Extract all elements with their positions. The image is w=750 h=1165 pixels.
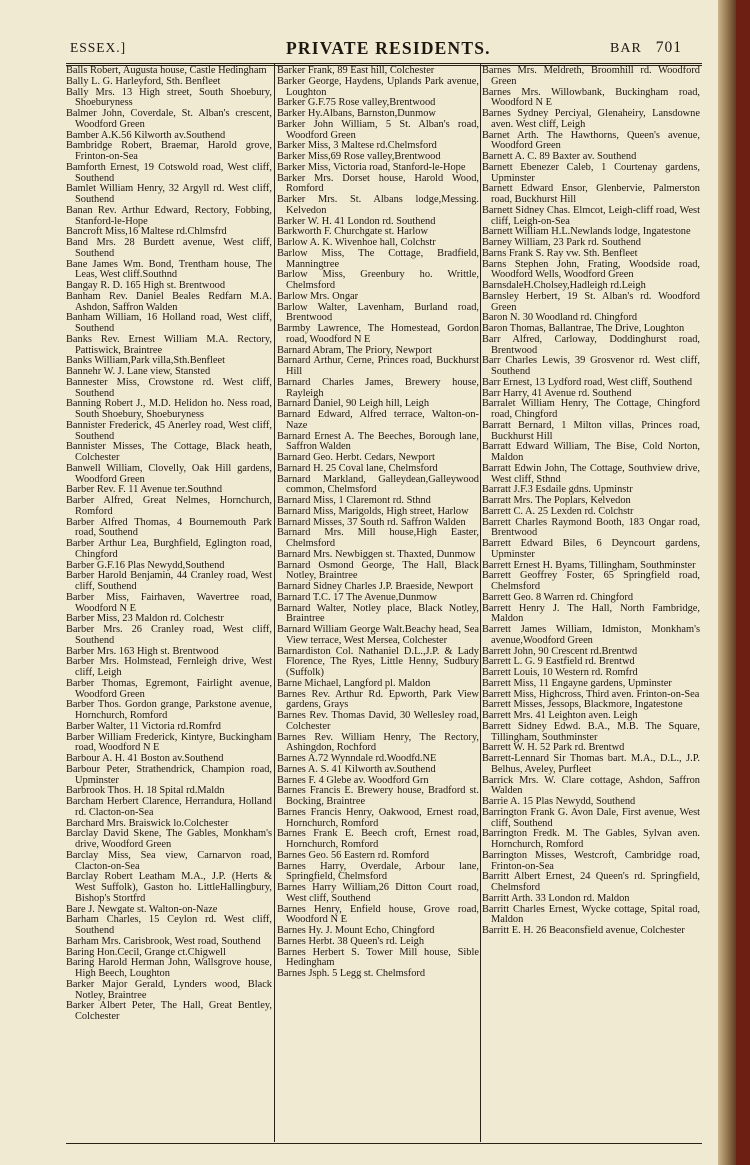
resident-entry: Barnard Mrs. Mill house,High Easter, Chelmsford — [277, 527, 479, 549]
resident-entry: Banan Rev. Arthur Edward, Rectory, Fobbing, Stanford-le-Hope — [66, 204, 272, 227]
resident-entry: Barrett Geoffrey Foster, 65 Springfield road, Chelmsford — [482, 570, 700, 592]
resident-entry: Barnard T.C. 17 The Avenue,Dunmow — [277, 591, 437, 603]
resident-entry: Barber Alfred Thomas, 4 Bournemouth Park road, Southend — [66, 516, 272, 539]
resident-entry: Banham William, 16 Holland road, West cliff, Southend — [66, 312, 272, 334]
resident-entry: Barnes Herbert S. Tower Mill house, Sible Hedingham — [277, 946, 479, 969]
resident-entry: Barker Mrs. Dorset house, Harold Wood, Romford — [277, 172, 479, 195]
resident-entry: Barham Charles, 15 Ceylon rd. West cliff, Southend — [66, 914, 272, 936]
resident-entry: Barber Mrs. 163 High st. Brentwood — [66, 645, 219, 657]
resident-entry: Barber Mrs. Holmstead, Fernleigh drive, West cliff, Leigh — [66, 656, 272, 678]
resident-entry: Barber Mrs. 26 Cranley road, West cliff, Southend — [66, 624, 272, 646]
resident-entry: Barnard Edward, Alfred terrace, Walton-on-Naze — [277, 409, 479, 431]
index-word: BAR — [610, 41, 642, 56]
resident-entry: Barns Stephen John, Frating, Woodside road, Woodford Wells, Woodford Green — [482, 258, 700, 281]
resident-entry: Barnard Sidney Charles J.P. Braeside, Newport — [277, 581, 474, 592]
resident-entry: Barnard Miss, Marigolds, High street, Harlow — [277, 505, 469, 517]
page-number: 701 — [655, 39, 683, 56]
resident-entry: Barnes Francis E. Brewery house, Bradford st. Bocking, Braintree — [277, 785, 479, 807]
resident-entry: Bannister Frederick, 45 Anerley road, West cliff, Southend — [66, 419, 272, 442]
header-rule — [66, 63, 702, 64]
column-3 — [482, 66, 700, 1141]
resident-entry: Bamforth Ernest, 19 Cotswold road, West cliff, Southend — [66, 161, 272, 184]
resident-entry: Barnes Francis Henry, Oakwood, Ernest road, Hornchurch, Romford — [277, 806, 479, 829]
resident-entry: Barnes Geo. 56 Eastern rd. Romford — [277, 849, 430, 861]
resident-entry: Barlow A. K. Wivenhoe hall, Colchstr — [277, 237, 436, 248]
resident-entry: Bally L. G. Harleyford, Sth. Benfleet — [66, 75, 221, 87]
resident-entry: Barnard Markland, Galleydean,Galleywood common, Chelmsford — [277, 473, 479, 496]
resident-entry: Barritt Arth. 33 London rd. Maldon — [482, 892, 630, 904]
resident-entry: Barr Alfred, Carloway, Doddinghurst road, Brentwood — [482, 333, 700, 356]
resident-entry: Barnard Osmond George, The Hall, Black Notley, Braintree — [277, 559, 479, 582]
resident-entry: Barbrook Thos. H. 18 Spital rd.Maldn — [66, 785, 225, 797]
resident-entry: Barber Rev. F. 11 Avenue ter.Southnd — [66, 484, 223, 496]
resident-entry: Barnes F. 4 Glebe av. Woodford Grn — [277, 774, 429, 786]
resident-entry: Barham Mrs. Carisbrook, West road, Southend — [66, 935, 261, 947]
resident-entry: Barlow Walter, Lavenham, Burland road, Brentwood — [277, 301, 479, 324]
resident-entry: Barnes Mrs. Meldreth, Broomhill rd. Woodford Green — [482, 66, 700, 87]
resident-entry: Barker Miss,69 Rose valley,Brentwood — [277, 151, 441, 162]
resident-entry: Barrington Fredk. M. The Gables, Sylvan aven. Hornchurch, Romford — [482, 828, 700, 850]
resident-entry: Barker Hy.Albans, Barnston,Dunmow — [277, 108, 436, 119]
resident-entry: Barrett Sidney Edwd. B.A., M.B. The Square, Tillingham, Southminster — [482, 720, 700, 743]
resident-entry: Barratt Bernard, 1 Milton villas, Princes road, Buckhurst Hill — [482, 419, 700, 442]
resident-entry: Barrett L. G. 9 Eastfield rd. Brentwd — [482, 656, 635, 668]
resident-entry: Barratt J.F.3 Esdaile gdns. Upminstr — [482, 484, 633, 496]
resident-entry: Barratt Edwin John, The Cottage, Southview drive, West cliff, Sthnd — [482, 462, 700, 485]
resident-entry: Barker W. H. 41 London rd. Southend — [277, 215, 436, 227]
header-right — [610, 39, 682, 57]
resident-entry: Barnes Henry, Enfield house, Grove road, Woodford N E — [277, 903, 479, 926]
resident-entry: Barber Harold Benjamin, 44 Cranley road, West cliff, Southend — [66, 570, 272, 592]
resident-entry: Barralet William Henry, The Cottage, Chingford road, Chingford — [482, 398, 700, 420]
resident-entry: Bangay R. D. 165 High st. Brentwood — [66, 280, 226, 291]
column-divider — [480, 64, 481, 1142]
resident-entry: Barnes Hy. J. Mount Echo, Chingford — [277, 925, 435, 936]
resident-entry: Barrett W. H. 52 Park rd. Brentwd — [482, 742, 625, 754]
resident-entry: Barnes Rev. Thomas David, 30 Wellesley road, Colchester — [277, 710, 479, 732]
resident-entry: Barnes Frank E. Beech croft, Ernest road, Hornchurch, Romford — [277, 828, 479, 850]
resident-entry: Bambridge Robert, Braemar, Harold grove, Frinton-on-Sea — [66, 140, 272, 162]
resident-entry: Balls Robert, Augusta house, Castle Hedingham — [66, 66, 267, 76]
resident-entry: Barnett William H.L.Newlands lodge, Ingatestone — [482, 226, 691, 238]
resident-entry: Barnard William George Walt.Beachy head, Sea View terrace, West Mersea, Colchester — [277, 624, 479, 646]
resident-entry: Banks William,Park villa,Sth.Benfleet — [66, 355, 225, 367]
resident-entry: Barns Frank S. Ray vw. Sth. Benfleet — [482, 247, 638, 259]
resident-entry: Barrett Mrs. 41 Leighton aven. Leigh — [482, 710, 638, 721]
resident-entry: Barritt Charles Ernest, Wycke cottage, Spital road, Maldon — [482, 903, 700, 926]
section-title: PRIVATE RESIDENTS. — [286, 38, 491, 58]
resident-entry: Barchard Mrs. Braiswick lo.Colchester — [66, 817, 229, 829]
resident-entry: Barbour A. H. 41 Boston av.Southend — [66, 753, 224, 764]
resident-entry: Barnard Arthur, Cerne, Princes road, Buckhurst Hill — [277, 355, 479, 377]
resident-entry: Barrington Frank G. Avon Dale, First avenue, West cliff, Southend — [482, 806, 700, 829]
resident-entry: Barnard Misses, 37 South rd. Saffron Walden — [277, 516, 466, 528]
resident-entry: Bannehr W. J. Lane view, Stansted — [66, 366, 211, 377]
resident-entry: Band Mrs. 28 Burdett avenue, West cliff, Southend — [66, 237, 272, 259]
resident-entry: Barmby Lawrence, The Homestead, Gordon road, Woodford N E — [277, 323, 479, 345]
resident-entry: Barker George, Haydens, Uplands Park avenue, Loughton — [277, 75, 479, 98]
resident-entry: Barnes Harry, Overdale, Arbour lane, Springfield, Chelmsford — [277, 860, 479, 883]
resident-entry: Barnsley Herbert, 19 St. Alban's rd. Woodford Green — [482, 290, 700, 313]
footer-rule — [66, 1143, 702, 1144]
resident-entry: Barnett Ebenezer Caleb, 1 Courtenay gardens, Upminster — [482, 161, 700, 184]
resident-entry: Bamber A.K.56 Kilworth av.Southend — [66, 129, 226, 141]
resident-entry: Barnard Miss, 1 Claremont rd. Sthnd — [277, 495, 431, 506]
resident-entry: Barker G.F.75 Rose valley,Brentwood — [277, 97, 436, 109]
resident-entry: Barber Thomas, Egremont, Fairlight avenue, Woodford Green — [66, 677, 272, 700]
resident-entry: Barnet Arth. The Hawthorns, Queen's avenue, Woodford Green — [482, 129, 700, 152]
resident-entry: BarnsdaleH.Cholsey,Hadleigh rd.Leigh — [482, 280, 646, 291]
resident-entry: Bancroft Miss,16 Maltese rd.Chlmsfrd — [66, 226, 227, 238]
resident-entry: Bamlet William Henry, 32 Argyll rd. West cliff, Southend — [66, 183, 272, 205]
resident-entry: Barrett Louis, 10 Western rd. Romfrd — [482, 667, 638, 678]
county-label: ESSEX.] — [70, 40, 127, 55]
resident-entry: Bane James Wm. Bond, Trentham house, The Leas, West cliff.Southnd — [66, 258, 272, 281]
resident-entry: Barber William Frederick, Kintyre, Buckingham road, Woodford N E — [66, 731, 272, 754]
resident-entry: Banning Robert J., M.D. Helidon ho. Ness road, South Shoebury, Shoeburyness — [66, 398, 272, 420]
resident-entry: Barrett Charles Raymond Booth, 183 Ongar road, Brentwood — [482, 516, 700, 539]
resident-entry: Barnard Walter, Notley place, Black Notley, Braintree — [277, 602, 479, 625]
resident-entry: Barber Thos. Gordon grange, Parkstone avenue, Hornchurch, Romford — [66, 699, 272, 721]
resident-entry: Barker Mrs. St. Albans lodge,Messing. Kelvedon — [277, 194, 479, 216]
resident-entry: Barlow Mrs. Ongar — [277, 290, 359, 302]
resident-entry: Barrick Mrs. W. Clare cottage, Ashdon, Saffron Walden — [482, 774, 700, 797]
resident-entry: Bannister Misses, The Cottage, Black heath, Colchester — [66, 441, 272, 463]
resident-entry: Barnes Rev. William Henry, The Rectory, Ashingdon, Rochford — [277, 731, 479, 754]
resident-entry: Barker Miss, 3 Maltese rd.Chelmsford — [277, 140, 437, 152]
resident-entry: Barnard Abram, The Priory, Newport — [277, 344, 432, 356]
resident-entry: Barr Harry, 41 Avenue rd. Southend — [482, 387, 632, 399]
resident-entry: Barclay Robert Leatham M.A., J.P. (Herts & West Suffolk), Gaston ho. LittleHallingbury, Bishop's Stortfrd — [66, 871, 272, 904]
resident-entry: Barr Ernest, 13 Lydford road, West cliff, Southend — [482, 376, 693, 388]
resident-entry: Banks Rev. Ernest William M.A. Rectory, Pattiswick, Braintree — [66, 333, 272, 356]
running-header — [0, 38, 718, 64]
resident-entry: Barbour Peter, Strathendrick, Champion road, Upminster — [66, 763, 272, 786]
resident-entry: Barrett Edward Biles, 6 Deyncourt gardens, Upminster — [482, 538, 700, 560]
resident-entry: Barrie A. 15 Plas Newydd, Southend — [482, 796, 636, 807]
resident-entry: Barclay Miss, Sea view, Carnarvon road, Clacton-on-Sea — [66, 849, 272, 872]
resident-entry: Barratt Edward William, The Bise, Cold Norton, Maldon — [482, 441, 700, 463]
resident-entry: Barnard Ernest A. The Beeches, Borough lane, Saffron Walden — [277, 430, 479, 453]
column-2 — [277, 66, 479, 1141]
resident-entry: Barnett Edward Ensor, Glenbervie, Palmerston road, Buckhurst Hill — [482, 183, 700, 205]
resident-entry: Barnardiston Col. Nathaniel D.L.,J.P. & Lady Florence, The Ryes, Little Henny, Sudbury (Suffolk) — [277, 645, 479, 678]
resident-entry: Barrett John, 90 Crescent rd.Brentwd — [482, 645, 638, 657]
resident-entry: Baring Hon.Cecil, Grange ct.Chigwell — [66, 946, 226, 958]
resident-entry: Barclay David Skene, The Gables, Monkham's drive, Woodford Green — [66, 828, 272, 850]
resident-entry: Baron N. 30 Woodland rd. Chingford — [482, 312, 638, 324]
resident-entry: Barrett Ernest H. Byams, Tillingham, Southminster — [482, 559, 696, 571]
resident-entry: Balmer John, Coverdale, St. Alban's crescent, Woodford Green — [66, 108, 272, 130]
column-1 — [66, 66, 272, 1141]
resident-entry: Barney William, 23 Park rd. Southend — [482, 237, 641, 248]
resident-entry: Barnes Jsph. 5 Legg st. Chelmsford — [277, 968, 426, 979]
resident-entry: Barrett C. A. 25 Lexden rd. Colchstr — [482, 505, 634, 517]
resident-entry: Barnes A. S. 41 Kilworth av.Southend — [277, 763, 436, 775]
resident-entry: Barrett Miss, Highcross, Third aven. Frinton-on-Sea — [482, 688, 700, 700]
resident-entry: Barrington Misses, Westcroft, Cambridge road, Frinton-on-Sea — [482, 849, 700, 872]
resident-entry: Barnard Mrs. Newbiggen st. Thaxted, Dunmow — [277, 548, 476, 560]
resident-entry: Barker Albert Peter, The Hall, Great Bentley, Colchester — [66, 1000, 272, 1022]
resident-entry: Barne Michael, Langford pl. Maldon — [277, 677, 431, 689]
resident-entry: Baring Harold Herman John, Wallsgrove house, High Beech, Loughton — [66, 957, 272, 979]
resident-entry: Barber Miss, Fairhaven, Wavertree road, Woodford N E — [66, 591, 272, 614]
resident-entry: Barcham Herbert Clarence, Herrandura, Holland rd. Clacton-on-Sea — [66, 796, 272, 818]
resident-entry: Barratt Mrs. The Poplars, Kelvedon — [482, 495, 631, 506]
resident-entry: Barrett James William, Idmiston, Monkham's avenue,Woodford Green — [482, 624, 700, 646]
resident-entry: Barber Arthur Lea, Burghfield, Eglington road, Chingford — [66, 538, 272, 560]
resident-entry: Barnes A.72 Wynndale rd.Woodfd.NE — [277, 753, 437, 764]
resident-entry: Barker Miss, Victoria road, Stanford-le-Hope — [277, 161, 466, 173]
resident-entry: Barber G.F.16 Plas Newydd,Southend — [66, 559, 225, 571]
resident-entry: Barrett Misses, Jessops, Blackmore, Ingatestone — [482, 699, 683, 711]
column-divider — [274, 64, 275, 1142]
resident-entry: Barlow Miss, Greenbury ho. Writtle, Chelmsford — [277, 269, 479, 291]
resident-entry: Barker John William, 5 St. Alban's road, Woodford Green — [277, 118, 479, 141]
resident-entry: Baron Thomas, Ballantrae, The Drive, Loughton — [482, 323, 685, 334]
resident-entry: Barlow Miss, The Cottage, Bradfield, Manningtree — [277, 247, 479, 270]
resident-entry: Banham Rev. Daniel Beales Redfarn M.A. Ashdon, Saffron Walden — [66, 290, 272, 313]
resident-entry: Barker Major Gerald, Lynders wood, Black Notley, Braintree — [66, 978, 272, 1001]
resident-entry: Bare J. Newgate st. Walton-on-Naze — [66, 903, 218, 915]
resident-entry: Barnes Harry William,26 Ditton Court road, West cliff, Southend — [277, 882, 479, 904]
resident-entry: Barrett Henry J. The Hall, North Fambridge, Maldon — [482, 602, 700, 625]
resident-entry: Barnes Sydney Perciyal, Glenaheiry, Lansdowne aven. West cliff, Leigh — [482, 108, 700, 130]
resident-entry: Banwell William, Clovelly, Oak Hill gardens, Woodford Green — [66, 462, 272, 485]
resident-entry: Bannester Miss, Crowstone rd. West cliff, Southend — [66, 376, 272, 399]
resident-entry: Barker Frank, 89 East hill, Colchester — [277, 66, 435, 76]
resident-entry: Barnard Daniel, 90 Leigh hill, Leigh — [277, 398, 430, 410]
resident-entry: Barrett Miss, 11 Engayne gardens, Upminster — [482, 677, 672, 689]
resident-entry: Barritt Albert Ernest, 24 Queen's rd. Springfield, Chelmsford — [482, 871, 700, 893]
book-cover-edge — [736, 0, 750, 1165]
resident-entry: Barber Alfred, Great Nelmes, Hornchurch, Romford — [66, 495, 272, 517]
resident-entry: Barnes Mrs. Willowbank, Buckingham road, Woodford N E — [482, 86, 700, 109]
resident-entry: Barnett Sidney Chas. Elmcot, Leigh-cliff road, West cliff, Leigh-on-Sea — [482, 204, 700, 227]
resident-entry: Bally Mrs. 13 High street, South Shoebury, Shoeburyness — [66, 86, 272, 109]
resident-entry: Barr Charles Lewis, 39 Grosvenor rd. West cliff, Southend — [482, 355, 700, 377]
resident-entry: Barritt E. H. 26 Beaconsfield avenue, Colchester — [482, 925, 685, 936]
resident-entry: Barrett Geo. 8 Warren rd. Chingford — [482, 591, 634, 603]
resident-entry: Barkworth F. Churchgate st. Harlow — [277, 226, 428, 238]
resident-entry: Barber Miss, 23 Maldon rd. Colchestr — [66, 613, 224, 625]
resident-entry: Barnes Rev. Arthur Rd. Epworth, Park View gardens, Grays — [277, 688, 479, 711]
resident-entry: Barnard H. 25 Coval lane, Chelmsford — [277, 462, 438, 474]
resident-entry: Barnes Herbt. 38 Queen's rd. Leigh — [277, 935, 425, 947]
resident-entry: Barrett-Lennard Sir Thomas bart. M.A., D.L., J.P. Belhus, Aveley, Purfleet — [482, 753, 700, 775]
resident-entry: Barnard Charles James, Brewery house, Rayleigh — [277, 376, 479, 399]
resident-entry: Barber Walter, 11 Victoria rd.Romfrd — [66, 720, 221, 732]
resident-entry: Barnett A. C. 89 Baxter av. Southend — [482, 151, 637, 162]
resident-entry: Barnard Geo. Herbt. Cedars, Newport — [277, 452, 435, 463]
